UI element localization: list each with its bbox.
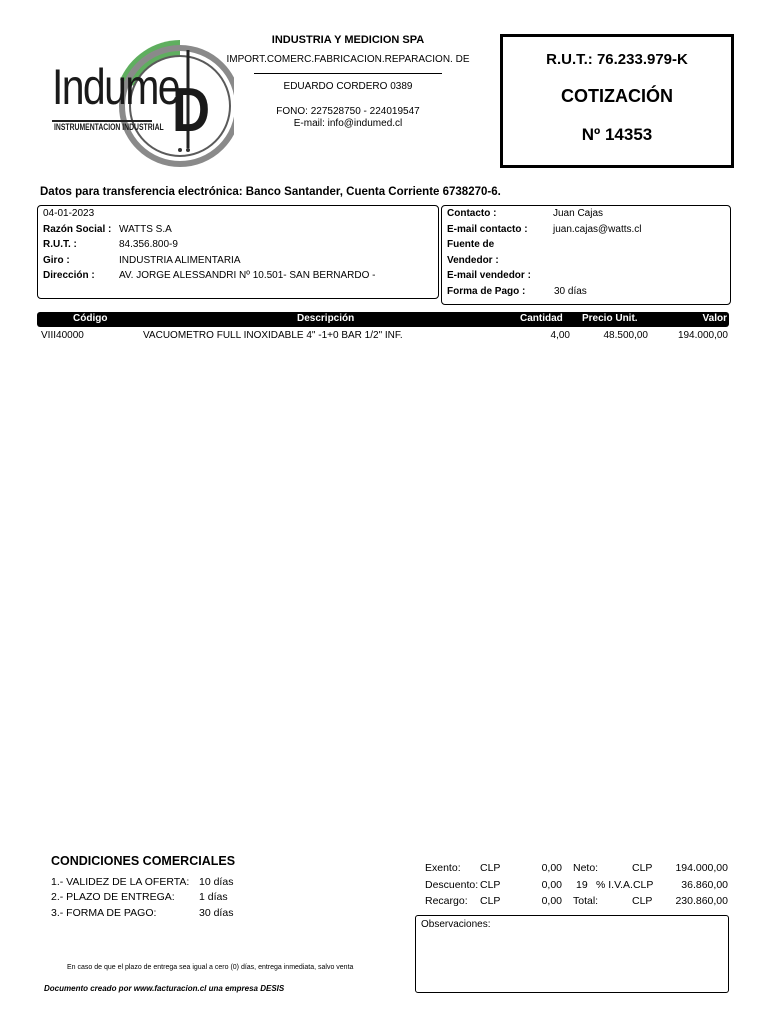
condition-pago-label: 3.- FORMA DE PAGO:	[51, 907, 157, 919]
row-cantidad: 4,00	[550, 330, 570, 341]
company-email: E-mail: info@indumed.cl	[293, 118, 403, 129]
document-id-box	[500, 34, 734, 168]
condition-validez-label: 1.- VALIDEZ DE LA OFERTA:	[51, 876, 190, 888]
row-valor: 194.000,00	[677, 330, 728, 341]
forma-pago-value: 30 días	[554, 286, 587, 297]
company-address: EDUARDO CORDERO 0389	[283, 81, 413, 92]
contacto-value: Juan Cajas	[553, 208, 604, 219]
row-precio: 48.500,00	[603, 330, 648, 341]
totals-block	[420, 862, 730, 914]
company-divider	[254, 73, 442, 74]
exento-value: 0,00	[541, 862, 562, 874]
razon-social-label: Razón Social :	[43, 224, 112, 235]
header-descripcion: Descripción	[297, 313, 355, 324]
descuento-label: Descuento:	[425, 879, 479, 891]
condition-pago-value: 30 días	[199, 907, 234, 919]
forma-pago-label: Forma de Pago :	[447, 286, 526, 297]
logo-letter-d: D	[172, 76, 211, 145]
direccion-label: Dirección :	[43, 270, 95, 281]
iva-value: 36.860,00	[681, 879, 728, 891]
document-number: Nº 14353	[581, 125, 653, 144]
row-codigo: VIII40000	[41, 330, 84, 341]
header-valor: Valor	[702, 313, 727, 324]
exento-label: Exento:	[425, 862, 461, 874]
items-table-header	[37, 312, 729, 327]
company-logo	[48, 40, 234, 172]
recargo-label: Recargo:	[425, 895, 468, 907]
neto-label: Neto:	[573, 862, 599, 874]
condition-plazo-label: 2.- PLAZO DE ENTREGA:	[51, 891, 175, 903]
document-type: COTIZACIÓN	[561, 86, 673, 106]
email-contacto-label: E-mail contacto :	[447, 224, 528, 235]
total-currency: CLP	[632, 895, 653, 907]
logo-tagline: INSTRUMENTACION INDUSTRIAL	[54, 122, 164, 133]
table-row	[37, 329, 729, 344]
client-info-box	[37, 205, 439, 299]
footer-credit: Documento creado por www.facturacion.cl una empresa DESIS	[44, 984, 285, 993]
company-name: INDUSTRIA Y MEDICION SPA	[271, 34, 425, 46]
observations-box	[415, 915, 729, 993]
contacto-label: Contacto :	[447, 208, 497, 219]
quote-date: 04-01-2023	[43, 208, 95, 219]
contact-info-box	[441, 205, 731, 305]
header-cantidad: Cantidad	[520, 313, 563, 324]
exento-currency: CLP	[480, 862, 501, 874]
vendedor-label: Vendedor :	[447, 255, 499, 266]
client-rut-label: R.U.T. :	[43, 239, 77, 250]
logo-word: Indume	[52, 59, 179, 115]
condition-validez-value: 10 días	[199, 876, 234, 888]
delivery-note: En caso de que el plazo de entrega sea igual a cero (0) días, entrega inmediata, salvo venta	[67, 964, 354, 971]
conditions-title: CONDICIONES COMERCIALES	[51, 854, 236, 868]
email-vendedor-label: E-mail vendedor :	[447, 270, 531, 281]
giro-label: Giro :	[43, 255, 70, 266]
total-value: 230.860,00	[675, 895, 728, 907]
neto-currency: CLP	[632, 862, 653, 874]
company-header	[222, 34, 474, 130]
company-phone: FONO: 227528750 - 224019547	[276, 106, 420, 117]
issuer-rut: R.U.T.: 76.233.979-K	[546, 51, 688, 68]
descuento-currency: CLP	[480, 879, 501, 891]
transfer-info: Datos para transferencia electrónica: Banco Santander, Cuenta Corriente 6738270-6.	[40, 186, 501, 198]
row-descripcion: VACUOMETRO FULL INOXIDABLE 4" -1+0 BAR 1/2" INF.	[143, 330, 403, 341]
company-activity: IMPORT.COMERC.FABRICACION.REPARACION. DE	[226, 54, 470, 65]
fuente-label: Fuente de	[447, 239, 495, 250]
observations-label: Observaciones:	[421, 919, 491, 930]
total-label: Total:	[573, 895, 599, 907]
condition-plazo-value: 1 días	[199, 891, 228, 903]
descuento-value: 0,00	[541, 879, 562, 891]
header-codigo: Código	[73, 313, 108, 324]
iva-rate: 19	[576, 879, 588, 891]
iva-label: % I.V.A.CLP	[596, 879, 654, 891]
recargo-currency: CLP	[480, 895, 501, 907]
client-rut-value: 84.356.800-9	[119, 239, 178, 250]
header-precio: Precio Unit.	[582, 313, 638, 324]
direccion-value: AV. JORGE ALESSANDRI Nº 10.501- SAN BERNARDO -	[119, 270, 376, 281]
email-contacto-value: juan.cajas@watts.cl	[553, 224, 642, 235]
razon-social-value: WATTS S.A	[119, 224, 172, 235]
neto-value: 194.000,00	[675, 862, 728, 874]
recargo-value: 0,00	[541, 895, 562, 907]
giro-value: INDUSTRIA ALIMENTARIA	[119, 255, 241, 266]
